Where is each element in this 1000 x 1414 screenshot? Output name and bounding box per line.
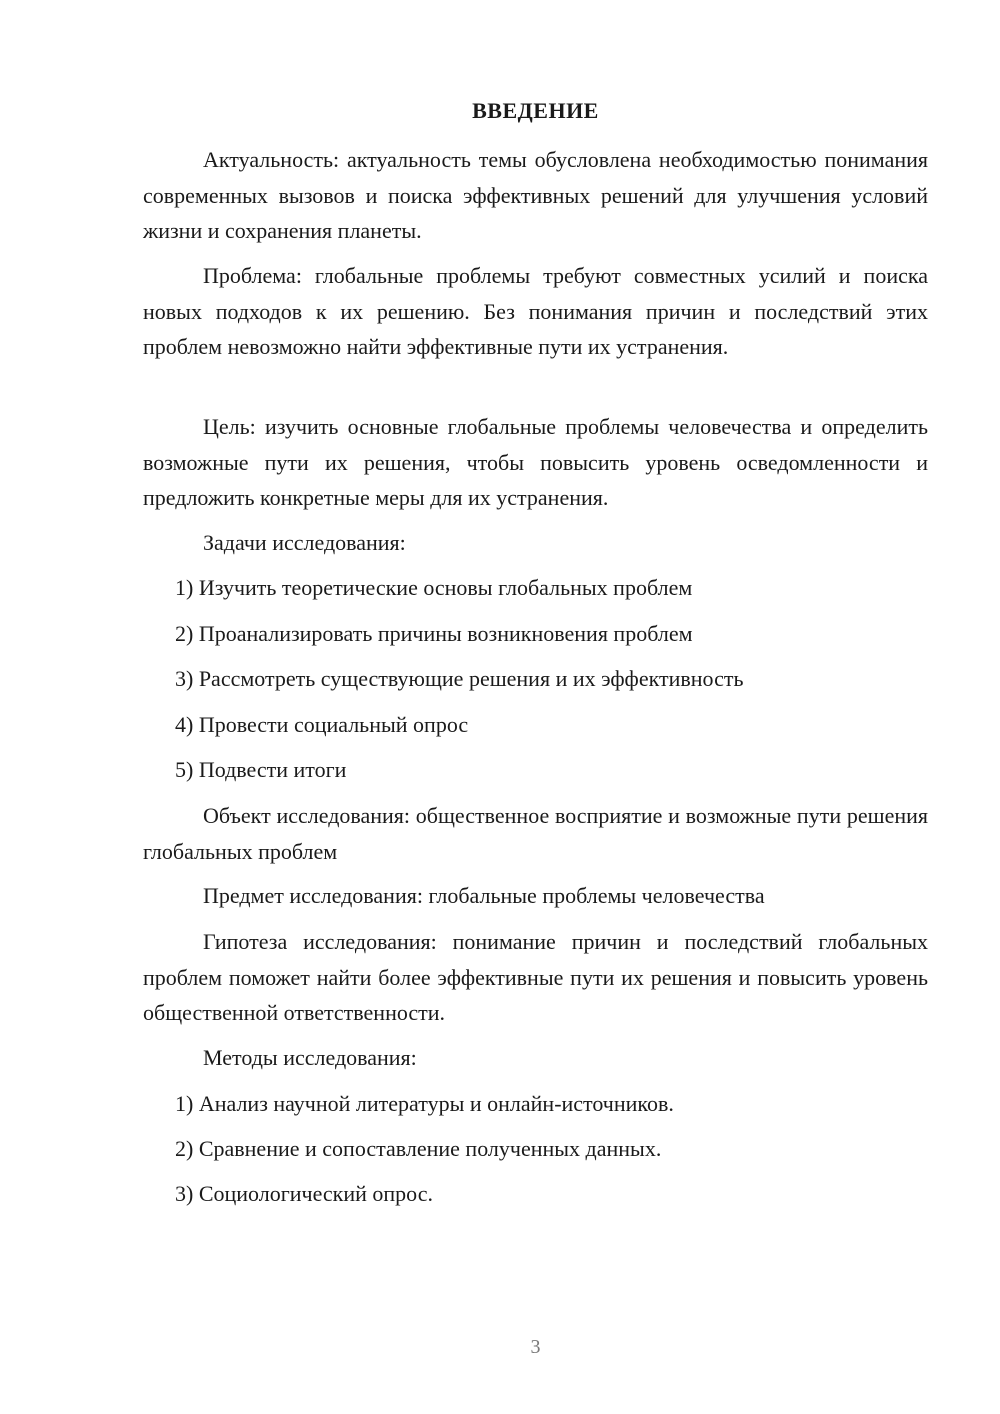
task-item: 2) Проанализировать причины возникновения проблем <box>175 621 693 646</box>
goal-paragraph: Цель: изучить основные глобальные проблемы человечества и определить возможные пути их решения, чтобы повысить уровень осведомленности и предложить конкретные меры для их устранения. <box>143 414 928 510</box>
tasks-heading: Задачи исследования: <box>203 530 406 555</box>
task-item: 4) Провести социальный опрос <box>175 712 469 737</box>
subject-line: Предмет исследования: глобальные проблемы человечества <box>203 883 765 908</box>
method-item: 3) Социологический опрос. <box>175 1181 433 1206</box>
problem-paragraph: Проблема: глобальные проблемы требуют совместных усилий и поиска новых подходов к их решению. Без понимания причин и последствий этих проблем невозможно найти эффективные пути их устранения. <box>143 263 928 359</box>
methods-heading: Методы исследования: <box>203 1045 417 1070</box>
task-item: 1) Изучить теоретические основы глобальных проблем <box>175 575 693 600</box>
method-item: 1) Анализ научной литературы и онлайн-источников. <box>175 1091 674 1116</box>
relevance-paragraph: Актуальность: актуальность темы обусловлена необходимостью понимания современных вызовов и поиска эффективных решений для улучшения условий жизни и сохранения планеты. <box>143 147 928 243</box>
page-title: ВВЕДЕНИЕ <box>472 98 599 123</box>
task-item: 5) Подвести итоги <box>175 757 347 782</box>
task-item: 3) Рассмотреть существующие решения и их эффективность <box>175 666 744 691</box>
page-number: 3 <box>530 1336 541 1358</box>
object-paragraph: Объект исследования: общественное восприятие и возможные пути решения глобальных проблем <box>143 803 928 864</box>
method-item: 2) Сравнение и сопоставление полученных данных. <box>175 1136 662 1161</box>
hypothesis-paragraph: Гипотеза исследования: понимание причин и последствий глобальных проблем поможет найти более эффективные пути их решения и повысить уровень общественной ответственности. <box>143 929 928 1025</box>
document-page <box>143 0 928 1414</box>
